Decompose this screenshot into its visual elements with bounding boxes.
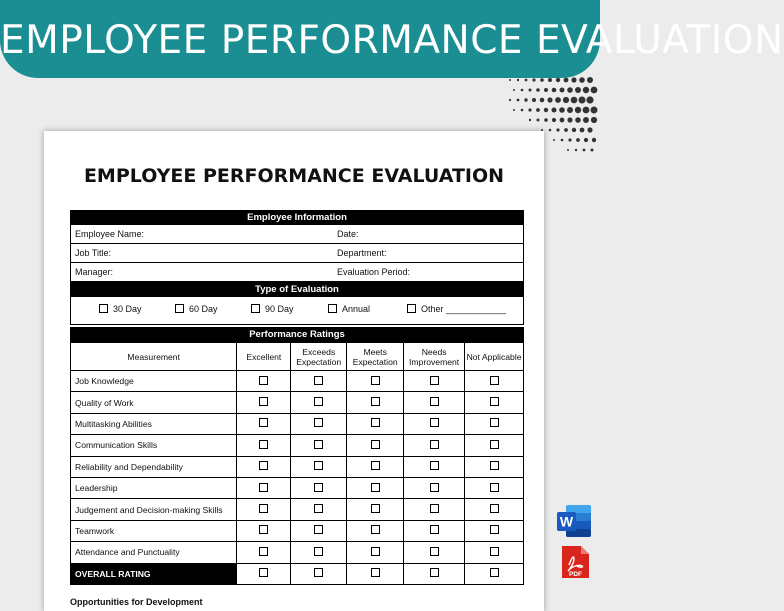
checkbox[interactable] [175,304,184,313]
checkbox[interactable] [314,525,323,534]
table-row [71,371,524,392]
table-row [71,435,524,456]
checkbox[interactable] [490,568,499,577]
checkbox[interactable] [314,440,323,449]
checkbox[interactable] [314,461,323,470]
performance-ratings-table [70,342,524,585]
measurement-label: Teamwork [71,520,237,541]
checkbox[interactable] [259,418,268,427]
option-90-day[interactable] [251,303,294,315]
checkbox[interactable] [407,304,416,313]
pdf-file-icon[interactable] [560,545,590,579]
checkbox[interactable] [490,440,499,449]
checkbox[interactable] [490,547,499,556]
checkbox[interactable] [314,547,323,556]
checkbox[interactable] [490,461,499,470]
checkbox[interactable] [430,440,439,449]
pdf-icon-label: PDF [569,571,582,578]
checkbox[interactable] [314,483,323,492]
option-label: 60 Day [189,304,218,314]
checkbox[interactable] [371,440,380,449]
checkbox[interactable] [314,376,323,385]
column-header: Not Applicable [465,343,524,371]
checkbox[interactable] [430,547,439,556]
overall-rating-row [71,563,524,584]
checkbox[interactable] [314,397,323,406]
checkbox[interactable] [314,568,323,577]
checkbox[interactable] [430,483,439,492]
option-30-day[interactable] [99,303,142,315]
checkbox[interactable] [371,525,380,534]
date-label: Date: [337,229,359,239]
checkbox[interactable] [371,547,380,556]
info-row [70,244,524,263]
measurement-label: Judgement and Decision-making Skills [71,499,237,520]
option-label: Other ____________ [421,304,507,314]
type-of-evaluation-header: Type of Evaluation [70,282,524,297]
option-label: 30 Day [113,304,142,314]
checkbox[interactable] [259,461,268,470]
overall-rating-label: OVERALL RATING [71,563,237,584]
measurement-label: Job Knowledge [71,371,237,392]
info-row [70,263,524,282]
checkbox[interactable] [490,376,499,385]
checkbox[interactable] [490,504,499,513]
checkbox[interactable] [371,504,380,513]
banner-title: EMPLOYEE PERFORMANCE EVALUATION [0,18,784,63]
column-header: Exceeds Expectation [291,343,347,371]
checkbox[interactable] [259,525,268,534]
word-file-icon[interactable] [556,504,592,538]
checkbox[interactable] [371,568,380,577]
evaluation-type-options [70,294,524,325]
checkbox[interactable] [259,547,268,556]
checkbox[interactable] [430,376,439,385]
checkbox[interactable] [371,483,380,492]
checkbox[interactable] [259,483,268,492]
checkbox[interactable] [490,397,499,406]
word-icon-letter: W [559,513,574,530]
table-row [71,392,524,413]
option-label: Annual [342,304,371,314]
department-label: Department: [337,248,387,258]
employee-name-label: Employee Name: [75,229,145,239]
checkbox[interactable] [259,568,268,577]
table-row [71,520,524,541]
ratings-header-row [71,343,524,371]
evaluation-period-label: Evaluation Period: [337,267,411,277]
checkbox[interactable] [371,418,380,427]
column-header: Meets Expectation [347,343,404,371]
measurement-label: Communication Skills [71,435,237,456]
table-row [71,413,524,434]
column-header: Needs Improvement [404,343,465,371]
info-row [70,225,524,244]
checkbox[interactable] [259,376,268,385]
measurement-label: Multitasking Abilities [71,413,237,434]
column-header: Excellent [237,343,291,371]
checkbox[interactable] [314,418,323,427]
checkbox[interactable] [490,483,499,492]
document-page [44,131,544,611]
checkbox[interactable] [490,418,499,427]
option-60-day[interactable] [175,303,218,315]
checkbox[interactable] [259,504,268,513]
checkbox[interactable] [430,504,439,513]
table-row [71,477,524,498]
checkbox[interactable] [371,397,380,406]
checkbox[interactable] [259,397,268,406]
checkbox[interactable] [259,440,268,449]
checkbox[interactable] [328,304,337,313]
checkbox[interactable] [371,376,380,385]
measurement-label: Attendance and Punctuality [71,542,237,563]
job-title-label: Job Title: [75,248,112,258]
header-banner [0,0,784,78]
employee-information-header: Employee Information [70,210,524,225]
measurement-label: Quality of Work [71,392,237,413]
opportunities-header: Opportunities for Development [70,597,203,607]
checkbox[interactable] [430,397,439,406]
checkbox[interactable] [314,504,323,513]
performance-ratings-header: Performance Ratings [70,327,524,342]
checkbox[interactable] [490,525,499,534]
checkbox[interactable] [430,568,439,577]
column-header: Measurement [71,343,237,371]
option-annual[interactable] [328,303,370,315]
measurement-label: Leadership [71,477,237,498]
checkbox[interactable] [430,461,439,470]
measurement-label: Reliability and Dependability [71,456,237,477]
manager-label: Manager: [75,267,114,277]
option-other[interactable] [407,303,506,315]
checkbox[interactable] [251,304,260,313]
table-row [71,456,524,477]
table-row [71,499,524,520]
checkbox[interactable] [430,418,439,427]
checkbox[interactable] [371,461,380,470]
checkbox[interactable] [99,304,108,313]
option-label: 90 Day [265,304,294,314]
table-row [71,542,524,563]
checkbox[interactable] [430,525,439,534]
document-title: EMPLOYEE PERFORMANCE EVALUATION [83,165,505,187]
